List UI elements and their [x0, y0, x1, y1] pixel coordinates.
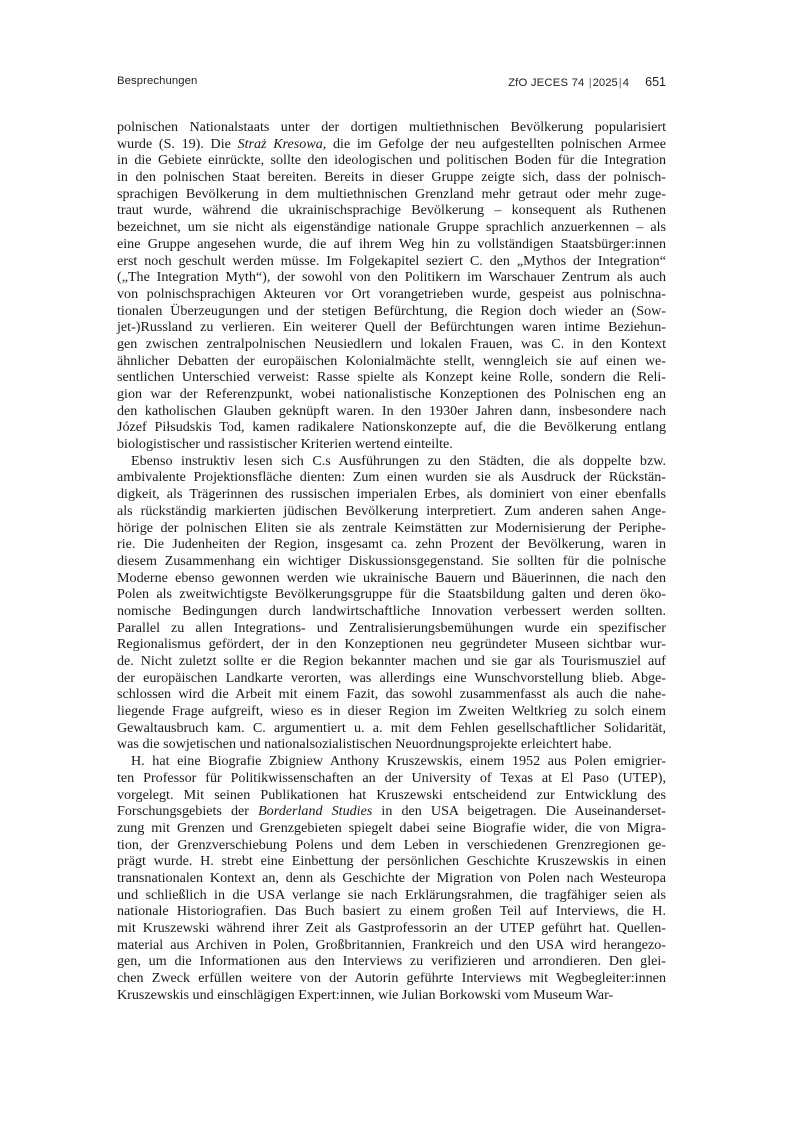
text-segment: eine Gruppe angesehen wurde, die auf ihrem Weg hin zu vollständigen Staatsbürger:innen	[117, 235, 666, 252]
text-segment: schlossen wird die Arbeit mit einem Fazit, das sowohl zusammenfasst als auch die nahe-	[117, 686, 666, 703]
text-line	[117, 553, 666, 570]
text-segment: material aus Archiven in Polen, Großbritannien, Frankreich und den USA wird herangezo-	[117, 936, 666, 953]
italic-text: Straż Kresowa,	[237, 135, 327, 152]
text-segment: nationale Historiografien. Das Buch basiert zu einem großen Teil auf Interviews, die H.	[117, 903, 666, 920]
text-line	[117, 670, 666, 687]
paragraph	[117, 119, 666, 453]
text-segment: Regionalismus gefördert, der in den Konzeptionen neu gegründeter Museen sichtbar wur-	[117, 636, 666, 653]
text-line	[117, 570, 666, 587]
italic-text: Borderland Studies	[258, 803, 373, 820]
text-line	[117, 837, 666, 854]
text-line	[117, 803, 666, 820]
text-line	[117, 303, 666, 320]
section-title: Besprechungen	[117, 75, 198, 87]
text-segment: H. hat eine Biografie Zbigniew Anthony Kruszewskis, einem 1952 aus Polen emigrier-	[131, 753, 666, 770]
paragraph	[117, 753, 666, 1003]
text-line	[117, 453, 666, 470]
text-segment: den katholischen Glauben geknüpft waren. In den 1930er Jahren dann, insbesondere nach	[117, 402, 666, 419]
issue-number: 4	[622, 77, 629, 89]
text-line	[117, 319, 666, 336]
text-line	[117, 119, 666, 136]
text-segment: liegende Frage aufgreift, wieso es in dieser Region im Zweiten Weltkrieg zu solch einem	[117, 703, 666, 720]
text-line	[117, 353, 666, 370]
text-segment: traut wurde, während die ukrainischsprachige Bevölkerung – konsequent als Ruthenen	[117, 202, 666, 219]
text-line	[117, 770, 666, 787]
text-line	[117, 903, 666, 920]
text-segment: erst noch geschult werden müsse. Im Folgekapitel seziert C. den „Mythos der Integration“	[117, 252, 666, 269]
text-segment: Józef Piłsudskis Tod, kamen radikalere Nationskonzepte auf, die die Bevölkerung entlang	[117, 419, 666, 436]
text-segment: Ebenso instruktiv lesen sich C.s Ausführungen zu den Städten, die als doppelte bzw.	[131, 452, 666, 469]
text-line	[117, 469, 666, 486]
text-segment: jet-)Russland zu verlieren. Ein weiterer Quell der Befürchtungen waren intime Beziehun-	[117, 319, 666, 336]
text-line	[117, 419, 666, 436]
text-line	[117, 369, 666, 386]
text-line	[117, 136, 666, 153]
text-segment: ambivalente Projektionsfläche dienten: Zum einen wurden sie als Ausdruck der Rückstän-	[117, 469, 666, 486]
text-segment: Forschungsgebiets der	[117, 803, 259, 820]
text-segment: biologistischer und rassistischer Kriterien wertend einteilte.	[117, 436, 453, 453]
text-segment: Parallel zu allen Integrations- und Zentralisierungsbemühungen wurde ein spezifischer	[117, 619, 666, 636]
text-line	[117, 603, 666, 620]
text-line	[117, 236, 666, 253]
page-number: 651	[645, 75, 666, 89]
text-segment: transnationalen Kontext an, denn als Geschichte der Migration von Polen nach Westeuropa	[117, 869, 666, 886]
text-segment: der europäischen Landkarte verorten, was allerdings eine Wunschvorstellung blieb. Abge-	[117, 669, 666, 686]
text-segment: diesem Zusammenhang ein wichtiger Diskussionsgegenstand. Sie sollten für die polnische	[117, 552, 666, 569]
text-line	[117, 820, 666, 837]
text-line	[117, 970, 666, 987]
text-line	[117, 703, 666, 720]
text-segment: gen zwischen zentralpolnischen Neusiedlern und lokalen Frauen, was C. in den Kontext	[117, 335, 666, 352]
text-line	[117, 953, 666, 970]
text-line	[117, 853, 666, 870]
text-line	[117, 286, 666, 303]
text-segment: und schließlich in die USA verlange sie nach Erklärungsrahmen, die tragfähiger seien als	[117, 886, 666, 903]
text-line	[117, 937, 666, 954]
text-segment: Polen als zweitwichtigste Bevölkerungsgruppe für die Staatsbildung galten und deren öko-	[117, 586, 666, 603]
paragraph	[117, 453, 666, 753]
text-line	[117, 653, 666, 670]
text-segment: de. Nicht zuletzt sollte er die Region bekannter machen und sie gar als Tourismusziel auf	[117, 653, 666, 669]
text-segment: tion, der Grenzverschiebung Polens und dem Leben in verschiedenen Grenzregionen ge-	[117, 836, 666, 853]
text-line	[117, 753, 666, 770]
text-segment: hörige der polnischen Eliten sie als zentrale Keimstätten zur Modernisierung der Periphe-	[117, 519, 666, 536]
text-segment: sprachigen Bevölkerung in dem multiethnischen Grenzland mehr getraut oder mehr zuge-	[117, 185, 666, 202]
text-segment: gen, um die Informationen aus den Interviews zu verifizieren und arrondieren. Den glei-	[117, 953, 666, 970]
text-segment: was die sowjetischen und nationalsozialistischen Neuordnungsprojekte erleichtert habe.	[117, 736, 612, 753]
text-line	[117, 152, 666, 169]
text-line	[117, 536, 666, 553]
text-line	[117, 169, 666, 186]
text-line	[117, 386, 666, 403]
year: 2025	[592, 77, 618, 89]
text-segment: polnischen Nationalstaats unter der dortigen multiethnischen Bevölkerung popularisiert	[117, 119, 666, 135]
text-segment: in den USA beigetragen. Die Auseinanderset-	[372, 803, 666, 820]
text-segment: chen Zweck erfüllen weitere von der Autorin geführte Interviews mit Wegbegleiter:innen	[117, 970, 666, 987]
text-segment: zung mit Grenzen und Grenzgebieten spiegelt dabei seine Biografie wider, die von Migra-	[117, 819, 666, 836]
text-segment: Kruszewskis und einschlägigen Expert:innen, wie Julian Borkowski vom Museum War-	[117, 986, 614, 1003]
text-line	[117, 253, 666, 270]
text-line	[117, 736, 666, 753]
text-line	[117, 686, 666, 703]
text-line	[117, 436, 666, 453]
journal-citation	[508, 75, 666, 89]
journal-name-volume: ZfO JECES 74	[508, 77, 585, 89]
text-segment: von polnischsprachigen Akteuren vor Ort vorangetrieben wurde, gespeist aus polnischna-	[117, 285, 666, 302]
text-segment: gion war der Referenzpunkt, wobei nationalistische Konzeptionen des Polnischen eng an	[117, 386, 666, 402]
text-segment: Moderne ebenso gewonnen werden wie ukrainische Bauern und Bäuerinnen, die nach den	[117, 569, 666, 586]
text-segment: in den polnischen Staat bereiten. Bereits in dieser Gruppe zeigte sich, dass der polnisch-	[117, 169, 666, 186]
separator: |	[588, 77, 592, 89]
text-line	[117, 636, 666, 653]
text-line	[117, 620, 666, 637]
text-line	[117, 219, 666, 236]
text-line	[117, 403, 666, 420]
text-line	[117, 186, 666, 203]
text-segment: in die Gebiete einrückte, sollte den ideologischen und politischen Boden für die Integration	[117, 152, 666, 169]
text-segment: Gewaltausbruch kam. C. argumentiert u. a. mit dem Fehlen gesellschaftlicher Solidarität,	[117, 719, 666, 736]
text-segment: wurde (S. 19). Die	[117, 135, 238, 152]
text-line	[117, 586, 666, 603]
text-segment: nomische Bedingungen durch landwirtschaftliche Innovation verbessert werden sollten.	[117, 602, 666, 619]
running-head	[117, 75, 666, 91]
text-line	[117, 503, 666, 520]
text-segment: prägt wurde. H. strebt eine Einbettung der persönlichen Geschichte Kruszewskis in einen	[117, 853, 666, 870]
separator: |	[618, 77, 622, 89]
text-line	[117, 887, 666, 904]
text-segment: als rückständig markierten jüdischen Bevölkerung interpretiert. Zum anderen sahen Ange-	[117, 502, 666, 519]
text-line	[117, 520, 666, 537]
text-segment: die im Gefolge der neu aufgestellten polnischen Armee	[326, 135, 667, 152]
text-line	[117, 269, 666, 286]
text-segment: mit Kruszewski während ihrer Zeit als Gastprofessorin an der UTEP geführt hat. Quellen-	[117, 920, 666, 936]
text-segment: bezeichnet, um sie nicht als eigenständige nationale Gruppe sprachlich anzuerkennen – als	[117, 219, 666, 236]
text-segment: sentlichen Unterschied verweist: Rasse spielte als Konzept keine Rolle, sondern die Reli-	[117, 369, 666, 386]
text-segment: ähnlicher Debatten der europäischen Kolonialmächte stellt, wenngleich sie auf einen we-	[117, 352, 666, 369]
text-segment: digkeit, als Trägerinnen des russischen imperialen Erbes, als dominiert von einer ebenfalls	[117, 486, 666, 503]
text-segment: rie. Die Judenheiten der Region, insgesamt ca. zehn Prozent der Bevölkerung, waren in	[117, 536, 666, 553]
text-segment: ten Professor für Politikwissenschaften an der University of Texas at El Paso (UTEP),	[117, 769, 666, 786]
text-line	[117, 870, 666, 887]
body-text	[117, 119, 666, 1003]
text-segment: vorgelegt. Mit seinen Publikationen hat Kruszewski entscheidend zur Entwicklung des	[117, 786, 666, 803]
text-line	[117, 720, 666, 737]
text-line	[117, 336, 666, 353]
text-line	[117, 920, 666, 937]
text-line	[117, 987, 666, 1004]
text-line	[117, 787, 666, 804]
text-segment: tionalen Überzeugungen und der stetigen Befürchtung, die Region doch wieder an (Sow-	[117, 302, 666, 319]
text-segment: („The Integration Myth“), der sowohl von den Politikern im Warschauer Zentrum als auch	[117, 269, 666, 286]
text-line	[117, 486, 666, 503]
text-line	[117, 202, 666, 219]
